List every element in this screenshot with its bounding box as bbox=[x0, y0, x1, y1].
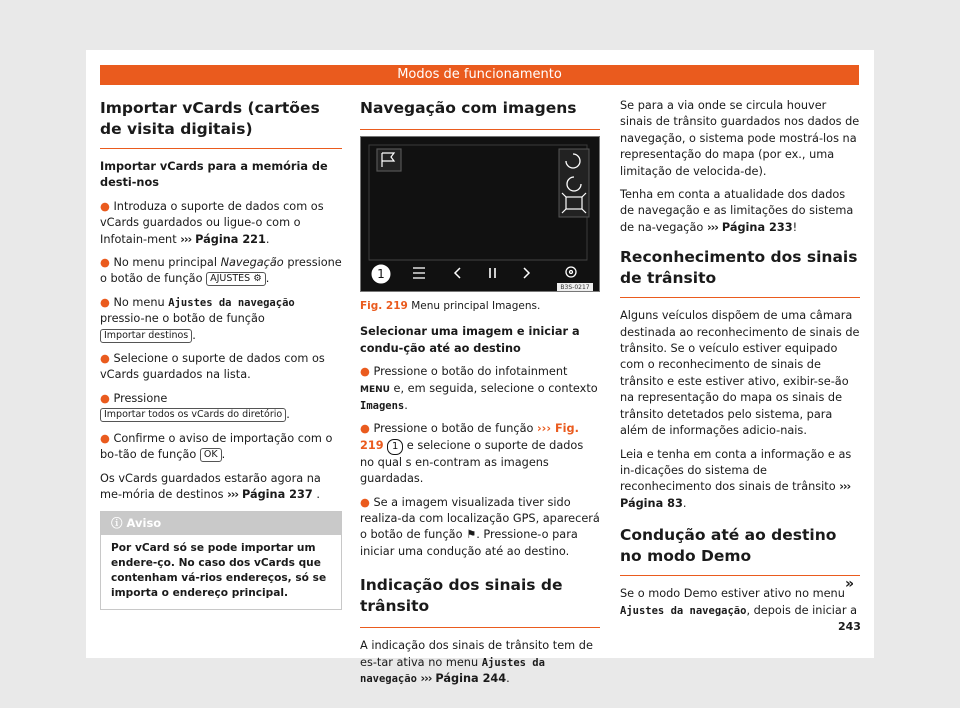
previous-icon bbox=[455, 268, 460, 278]
column-2 bbox=[360, 98, 600, 695]
screen-graphic bbox=[361, 137, 599, 291]
continue-mark: » bbox=[845, 576, 855, 592]
notice-header: ⓘ Aviso bbox=[101, 512, 341, 534]
next-icon bbox=[524, 268, 529, 278]
recognition-title-block bbox=[620, 243, 860, 298]
menu-icon: MENU bbox=[360, 384, 390, 395]
vcards-step-3: ● No menu Ajustes da navegação pressio-ne o botão de função Importar destinos . bbox=[100, 295, 295, 342]
demo-paragraph: Se o modo Demo estiver ativo no menu Ajustes da navegação, depois de iniciar a bbox=[620, 587, 858, 617]
notice-box bbox=[100, 511, 342, 609]
section-header: Modos de funcionamento bbox=[100, 65, 859, 85]
demo-title-block bbox=[620, 519, 860, 576]
ajustes-button: AJUSTES ⚙ bbox=[206, 272, 266, 286]
demo-title: Condução até ao destino no modo Demo bbox=[620, 526, 837, 566]
flag-icon: ⚑ bbox=[466, 528, 477, 542]
infotainment-screen bbox=[360, 136, 600, 292]
images-title: Navegação com imagens bbox=[360, 99, 577, 117]
pause-icon bbox=[490, 268, 495, 278]
page-ref[interactable]: Página 221 bbox=[195, 232, 266, 246]
page-ref[interactable]: Página 83 bbox=[620, 496, 683, 510]
figure-caption: Fig. 219 Menu principal Imagens. bbox=[360, 300, 541, 312]
vcards-step-6: ● Confirme o aviso de importação com o bo-tão de função OK . bbox=[100, 431, 333, 462]
callout-1-label: 1 bbox=[377, 267, 385, 281]
bullet-icon: ● bbox=[100, 391, 110, 405]
bullet-icon: ● bbox=[100, 352, 110, 366]
importar-todos-button: Importar todos os vCards do diretório bbox=[100, 408, 286, 422]
info-icon: ⓘ bbox=[111, 516, 123, 531]
importar-destinos-button: Importar destinos bbox=[100, 329, 192, 343]
gear-icon: ⚙ bbox=[253, 273, 262, 285]
page-ref[interactable]: Página 237 bbox=[242, 487, 313, 501]
bullet-icon: ● bbox=[360, 495, 370, 509]
signs-paragraph-1: Se para a via onde se circula houver sinais de trânsito guardados nos dados de navegação, o sistema pode mostrá-los na representação do mapa (por ex., uma limitação de velocida-de). bbox=[620, 99, 860, 178]
images-step-2: ● Pressione o botão de função ››› Fig. 219 1 e selecione o suporte de dados no qual s en-contram as imagens guardadas. bbox=[360, 422, 584, 486]
vcards-title: Importar vCards (cartões de visita digitais) bbox=[100, 99, 320, 138]
recognition-paragraph-2: Leia e tenha em conta a informação e as in-dicações do sistema de reconhecimento dos sinais de trânsito ››› Página 83. bbox=[620, 447, 852, 510]
page-ref[interactable]: Página 233 bbox=[721, 220, 793, 234]
recognition-paragraph-1: Alguns veículos dispõem de uma câmara destinada ao reconhecimento de sinais de trânsito. Se o veículo estiver equipado com o reconhecimento de sinais de trânsito e este estiver ativo, exibir-se-ão na representação do mapa os sinais de trânsito detetados pelo sistema, para além de informações adicio-nais. bbox=[620, 309, 860, 438]
traffic-signs-paragraph: A indicação dos sinais de trânsito tem de es-tar ativa no menu Ajustes da navegação ››› Página 244. bbox=[360, 639, 593, 686]
recognition-title: Reconhecimento dos sinais de trânsito bbox=[620, 248, 858, 288]
notice-text: Por vCard só se pode importar um endere-ço. No caso dos vCards que contenham vá-rios endereços, só se importa o endereço principal. bbox=[111, 541, 327, 599]
bullet-icon: ● bbox=[100, 256, 110, 270]
list-icon bbox=[413, 268, 425, 278]
vcards-step-4: ● Selecione o suporte de dados com os vCards guardados na lista. bbox=[100, 352, 325, 382]
images-subheading: Selecionar uma imagem e iniciar a condu-ção até ao destino bbox=[360, 325, 580, 355]
bullet-icon: ● bbox=[360, 365, 370, 379]
vcards-step-2: ● No menu principal Navegação pressione o botão de função AJUSTES ⚙ . bbox=[100, 256, 342, 286]
bullet-icon: ● bbox=[100, 295, 110, 309]
bullet-icon: ● bbox=[100, 431, 110, 445]
bullet-icon: ● bbox=[100, 199, 110, 213]
page-ref[interactable]: Página 244 bbox=[435, 672, 507, 686]
images-step-1: ● Pressione o botão do infotainment MENU e, em seguida, selecione o contexto Imagens. bbox=[360, 365, 598, 413]
vcards-paragraph: Os vCards guardados estarão agora na me-mória de destinos ››› Página 237 . bbox=[100, 471, 321, 501]
traffic-signs-title: Indicação dos sinais de trânsito bbox=[360, 576, 563, 616]
page-number: 243 bbox=[838, 620, 861, 633]
flag-icon bbox=[377, 149, 401, 171]
bullet-icon: ● bbox=[360, 422, 370, 436]
images-step-3: ● Se a imagem visualizada tiver sido realiza-da com localização GPS, aparecerá o botão de função ⚑. Pressione-o para iniciar uma condução até ao destino. bbox=[360, 495, 600, 558]
signs-paragraph-2: Tenha em conta a atualidade dos dados de navegação e as limitações do sistema de na-vegação ››› Página 233! bbox=[620, 188, 854, 234]
images-title-block bbox=[360, 98, 600, 130]
ok-button: OK bbox=[200, 448, 222, 462]
column-1 bbox=[100, 98, 342, 610]
traffic-signs-title-block bbox=[360, 567, 600, 628]
vcards-step-1: ● Introduza o suporte de dados com os vCards guardados ou ligue-o com o Infotain-ment ››› Página 221. bbox=[100, 199, 324, 246]
screen-code: B3S-0217 bbox=[560, 284, 590, 291]
settings-icon bbox=[566, 267, 576, 277]
column-3 bbox=[620, 98, 860, 626]
vcards-step-5: ● Pressione Importar todos os vCards do diretório . bbox=[100, 391, 290, 422]
vcards-title-block bbox=[100, 98, 342, 149]
callout-1-ref: 1 bbox=[387, 439, 403, 455]
figure-ref[interactable]: Fig. 219 bbox=[360, 422, 579, 452]
vcards-subheading: Importar vCards para a memória de desti-nos bbox=[100, 160, 328, 190]
